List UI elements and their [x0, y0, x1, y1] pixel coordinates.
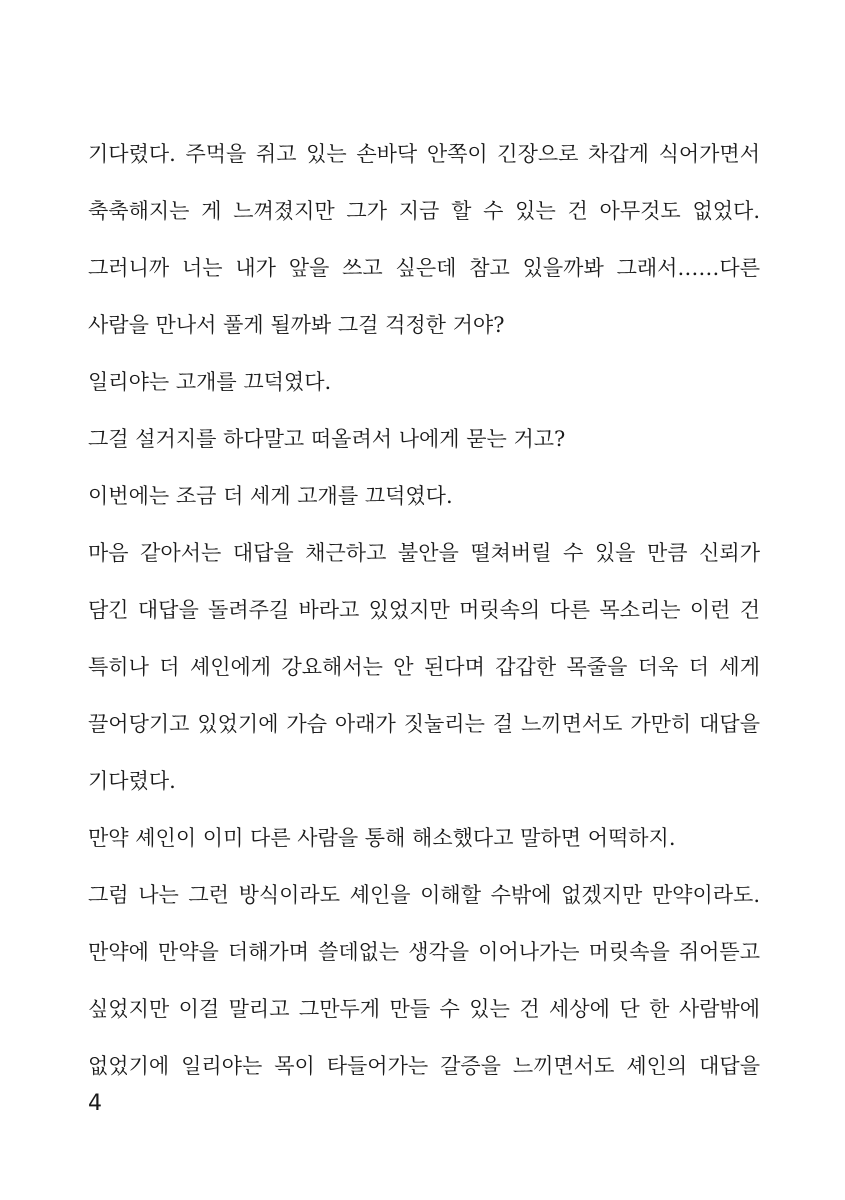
text-line: 일리야는 고개를 끄덕였다.	[88, 370, 332, 394]
text-line: 기다렸다.	[88, 769, 176, 793]
page-number: 4	[88, 1091, 102, 1116]
text-line: 끌어당기고 있었기에 가슴 아래가 짓눌리는 걸 느끼면서도 가만히 대답을	[88, 712, 760, 736]
text-line: 없었기에 일리야는 목이 타들어가는 갈증을 느끼면서도 셰인의 대답을	[88, 1054, 760, 1078]
text-line: 기다렸다. 주먹을 쥐고 있는 손바닥 안쪽이 긴장으로 차갑게 식어가면서	[88, 142, 760, 166]
text-line: 특히나 더 셰인에게 강요해서는 안 된다며 갑갑한 목줄을 더욱 더 세게	[88, 655, 760, 679]
text-line: 담긴 대답을 돌려주길 바라고 있었지만 머릿속의 다른 목소리는 이런 건	[88, 598, 760, 622]
text-line: 그걸 설거지를 하다말고 떠올려서 나에게 묻는 거고?	[88, 427, 566, 451]
text-line: 싶었지만 이걸 말리고 그만두게 만들 수 있는 건 세상에 단 한 사람밖에	[88, 997, 760, 1021]
text-line: 그럼 나는 그런 방식이라도 셰인을 이해할 수밖에 없겠지만 만약이라도.	[88, 883, 760, 907]
text-line: 이번에는 조금 더 세게 고개를 끄덕였다.	[88, 484, 453, 508]
text-line: 축축해지는 게 느껴졌지만 그가 지금 할 수 있는 건 아무것도 없었다.	[88, 199, 760, 223]
text-line: 마음 같아서는 대답을 채근하고 불안을 떨쳐버릴 수 있을 만큼 신뢰가	[88, 541, 760, 565]
text-line: 만약 셰인이 이미 다른 사람을 통해 해소했다고 말하면 어떡하지.	[88, 826, 676, 850]
text-line: 만약에 만약을 더해가며 쓸데없는 생각을 이어나가는 머릿속을 쥐어뜯고	[88, 940, 760, 964]
text-line: 그러니까 너는 내가 앞을 쓰고 싶은데 참고 있을까봐 그래서……다른	[88, 256, 760, 280]
text-line: 사람을 만나서 풀게 될까봐 그걸 걱정한 거야?	[88, 313, 505, 337]
